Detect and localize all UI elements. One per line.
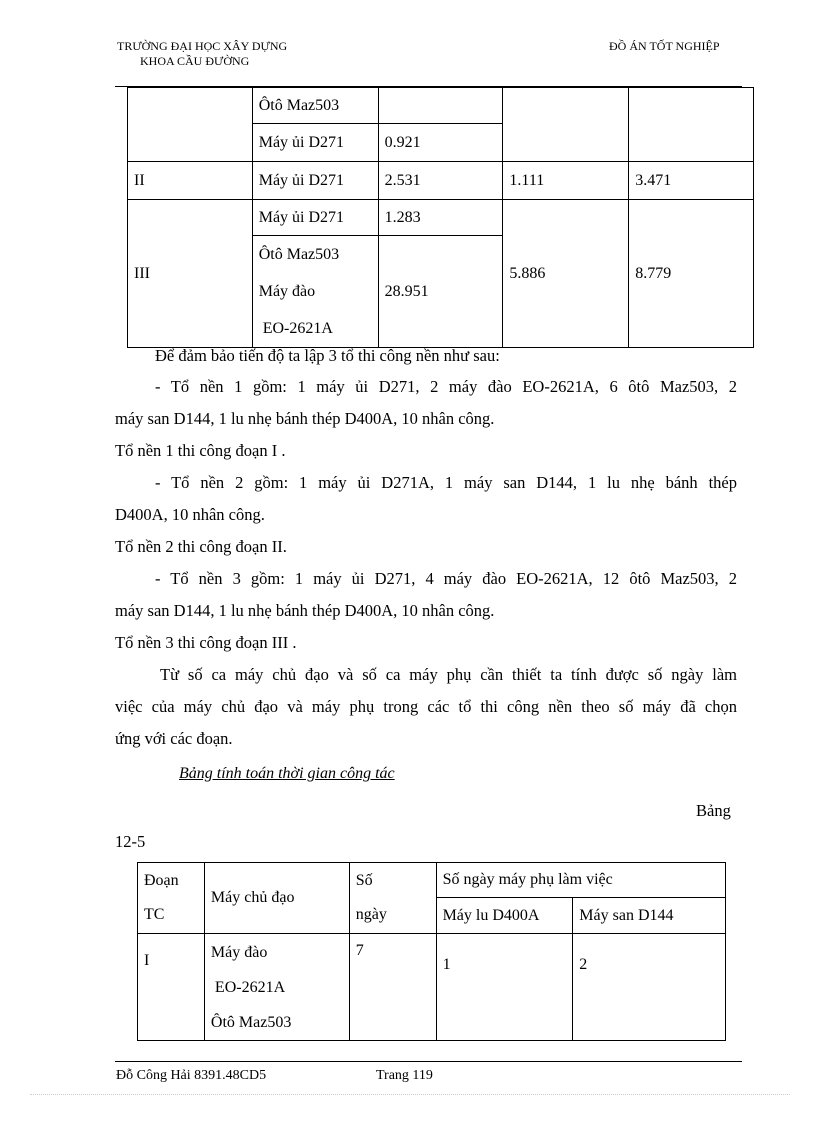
cell-line: TC bbox=[144, 906, 165, 923]
paragraph: máy san D144, 1 lu nhẹ bánh thép D400A, 10 nhân công. bbox=[115, 409, 495, 428]
paragraph: - Tổ nền 3 gồm: 1 máy ủi D271, 4 máy đào EO-2621A, 12 ôtô Maz503, 2 bbox=[155, 569, 737, 588]
table-cell: III bbox=[128, 200, 253, 348]
table-cell bbox=[128, 88, 253, 162]
footer-author: Đỗ Công Hải 8391.48CD5 bbox=[116, 1068, 267, 1083]
table-cell: 8.779 bbox=[629, 200, 754, 348]
header-school: TRƯỜNG ĐẠI HỌC XÂY DỰNG bbox=[117, 39, 288, 53]
paragraph: - Tổ nền 1 gồm: 1 máy ủi D271, 2 máy đào EO-2621A, 6 ôtô Maz503, 2 bbox=[155, 377, 737, 396]
table-cell bbox=[503, 88, 629, 162]
table-cell bbox=[204, 934, 349, 1041]
table-cell: 2.531 bbox=[378, 162, 503, 200]
header-project: ĐỒ ÁN TỐT NGHIỆP bbox=[609, 39, 720, 53]
table-cell: 1.283 bbox=[378, 200, 503, 236]
cell-line: Ôtô Maz503 bbox=[258, 246, 340, 263]
paragraph: D400A, 10 nhân công. bbox=[115, 505, 265, 524]
table-cell: 7 bbox=[349, 934, 436, 1041]
table-cell: Máy ủi D271 bbox=[252, 200, 378, 236]
table-cell: Máy ủi D271 bbox=[252, 124, 378, 162]
table-cell: Ôtô Maz503 bbox=[252, 88, 378, 124]
table-cell: I bbox=[138, 934, 205, 1041]
paragraph: Để đảm bảo tiến độ ta lập 3 tổ thi công nền như sau: bbox=[155, 346, 500, 365]
table-cell: 5.886 bbox=[503, 200, 629, 348]
table-label: Bảng bbox=[696, 801, 731, 820]
footer-page: Trang 119 bbox=[376, 1068, 433, 1083]
header-cell: Máy chủ đạo bbox=[204, 863, 349, 934]
paragraph: máy san D144, 1 lu nhẹ bánh thép D400A, 10 nhân công. bbox=[115, 601, 495, 620]
paragraph: Từ số ca máy chủ đạo và số ca máy phụ cần thiết ta tính được số ngày làm bbox=[160, 665, 737, 684]
cell-line: Máy đào bbox=[210, 943, 268, 961]
paragraph: việc của máy chủ đạo và máy phụ trong các tổ thi công nền theo số máy đã chọn bbox=[115, 697, 737, 716]
header-faculty: KHOA CẦU ĐƯỜNG bbox=[140, 54, 250, 68]
table-cell: 1.111 bbox=[503, 162, 629, 200]
paragraph: Tổ nền 1 thi công đoạn I . bbox=[115, 441, 286, 460]
table-cell: II bbox=[128, 162, 253, 200]
cell-line: Đoạn bbox=[144, 872, 179, 889]
page-edge bbox=[30, 1094, 790, 1095]
machine-volume-table bbox=[127, 87, 754, 348]
footer-rule bbox=[115, 1061, 742, 1062]
paragraph: Tổ nền 3 thi công đoạn III . bbox=[115, 633, 297, 652]
table-cell: 28.951 bbox=[378, 236, 503, 348]
header-cell: Máy lu D400A bbox=[436, 898, 573, 934]
cell-line: EO-2621A bbox=[210, 978, 286, 996]
table-cell: 0.921 bbox=[378, 124, 503, 162]
paragraph: Tổ nền 2 thi công đoạn II. bbox=[115, 537, 287, 556]
cell-line: ngày bbox=[355, 906, 387, 923]
table-cell bbox=[629, 88, 754, 162]
table-caption: Bảng tính toán thời gian công tác bbox=[179, 765, 395, 782]
table-cell bbox=[252, 236, 378, 348]
table-cell bbox=[378, 88, 503, 124]
header-cell: Máy san D144 bbox=[573, 898, 726, 934]
header-cell: Số ngày máy phụ làm việc bbox=[436, 863, 725, 898]
table-number: 12-5 bbox=[115, 832, 146, 851]
table-cell: Máy ủi D271 bbox=[252, 162, 378, 200]
header-cell bbox=[349, 863, 436, 934]
table-cell: 1 bbox=[436, 934, 573, 1041]
table-cell: 3.471 bbox=[629, 162, 754, 200]
cell-line: Số bbox=[355, 872, 373, 889]
paragraph: - Tổ nền 2 gồm: 1 máy ủi D271A, 1 máy san D144, 1 lu nhẹ bánh thép bbox=[155, 473, 737, 492]
work-time-table bbox=[137, 862, 726, 1041]
cell-line: Máy đào bbox=[258, 283, 316, 300]
paragraph: ứng với các đoạn. bbox=[115, 729, 233, 748]
cell-line: EO-2621A bbox=[258, 320, 333, 337]
cell-line: Ôtô Maz503 bbox=[210, 1013, 292, 1031]
header-cell bbox=[138, 863, 205, 934]
table-cell: 2 bbox=[573, 934, 726, 1041]
